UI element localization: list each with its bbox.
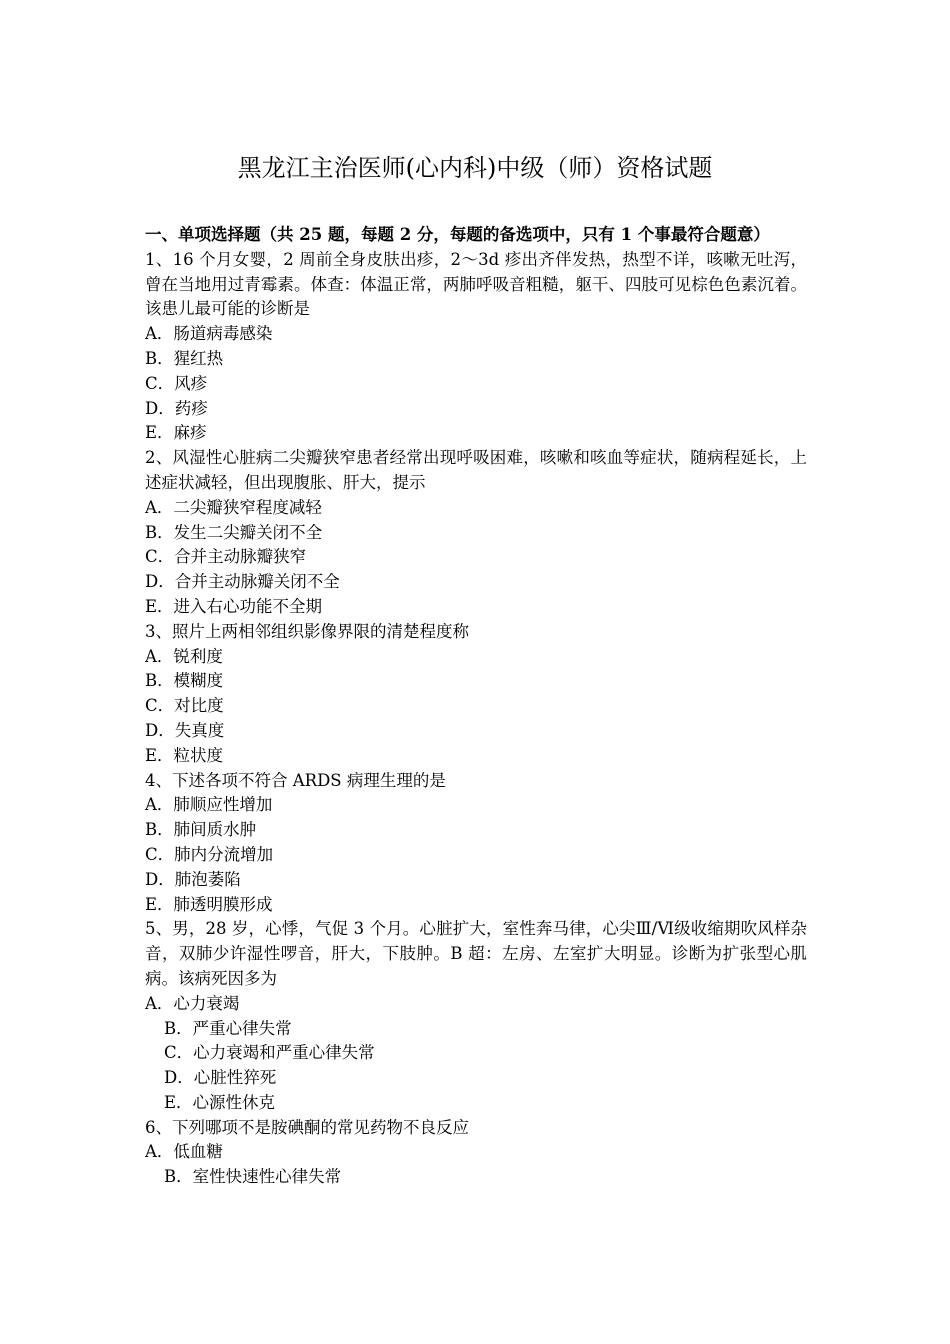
answer-option: A．心力衰竭 <box>145 993 240 1013</box>
document-title: 黑龙江主治医师(心内科)中级（师）资格试题 <box>237 154 713 182</box>
answer-option: D．心脏性猝死 <box>164 1068 277 1088</box>
answer-option: B．室性快速性心律失常 <box>164 1167 342 1187</box>
answer-option: A．低血糖 <box>145 1142 223 1162</box>
answer-option: B．模糊度 <box>145 671 224 691</box>
answer-option: B．肺间质水肿 <box>145 820 257 840</box>
question-stem: 6、下列哪项不是胺碘酮的常见药物不良反应 <box>145 1117 469 1137</box>
answer-option: D．肺泡萎陷 <box>145 869 241 889</box>
question-stem: 5、男，28 岁，心悸，气促 3 个月。心脏扩大，室性奔马律，心尖Ⅲ/Ⅵ级收缩期吹风样杂音，双肺少许湿性啰音，肝大，下肢肿。B 超：左房、左室扩大明显。诊断为扩张型心肌病。该病死因多为 <box>145 919 807 988</box>
answer-option: C．合并主动脉瓣狭窄 <box>145 547 307 567</box>
answer-option: C．对比度 <box>145 696 224 716</box>
answer-option: D．合并主动脉瓣关闭不全 <box>145 572 340 592</box>
answer-option: C．风疹 <box>145 373 208 393</box>
question-stem: 4、下述各项不符合 ARDS 病理生理的是 <box>145 770 446 790</box>
question-stem: 2、风湿性心脏病二尖瓣狭窄患者经常出现呼吸困难，咳嗽和咳血等症状，随病程延长，上述症状减轻，但出现腹胀、肝大，提示 <box>145 448 807 492</box>
answer-option: E．肺透明膜形成 <box>145 894 273 914</box>
answer-option: E．进入右心功能不全期 <box>145 596 323 616</box>
answer-option: C．肺内分流增加 <box>145 844 274 864</box>
answer-option: E．粒状度 <box>145 745 224 765</box>
document-body <box>145 223 807 1190</box>
answer-option: B．发生二尖瓣关闭不全 <box>145 522 323 542</box>
section-heading: 一、单项选择题（共 25 题，每题 2 分，每题的备选项中，只有 1 个事最符合题意） <box>145 225 770 244</box>
answer-option: B．猩红热 <box>145 348 224 368</box>
answer-option: D．失真度 <box>145 720 225 740</box>
answer-option: B．严重心律失常 <box>164 1018 292 1038</box>
question-stem: 3、照片上两相邻组织影像界限的清楚程度称 <box>145 621 469 641</box>
answer-option: A．二尖瓣狭窄程度减轻 <box>145 497 322 517</box>
answer-option: E．麻疹 <box>145 423 207 443</box>
answer-option: A．肺顺应性增加 <box>145 795 273 815</box>
question-stem: 1、16 个月女婴，2 周前全身皮肤出疹，2～3d 疹出齐伴发热，热型不详，咳嗽无吐泻，曾在当地用过青霉素。体查：体温正常，两肺呼吸音粗糙，躯干、四肢可见棕色色素沉着。该患儿最可能的诊断是 <box>145 249 807 319</box>
answer-option: A．肠道病毒感染 <box>145 324 273 344</box>
answer-option: A．锐利度 <box>145 646 223 666</box>
answer-option: C．心力衰竭和严重心律失常 <box>164 1043 375 1063</box>
answer-option: E．心源性休克 <box>164 1092 276 1112</box>
answer-option: D．药疹 <box>145 398 208 418</box>
